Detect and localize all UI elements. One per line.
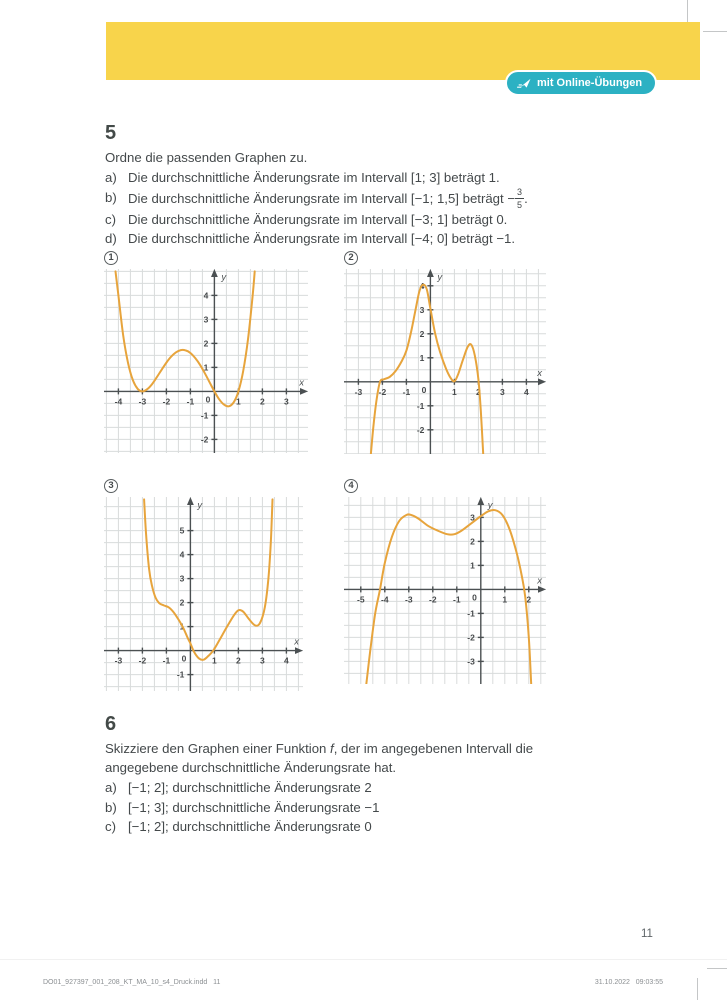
graph-1: [104, 247, 308, 453]
svg-text:2: 2: [260, 395, 265, 406]
item-text: Die durchschnittliche Änderungsrate im Intervall [−4; 0] beträgt −1.: [128, 231, 516, 247]
svg-text:y: y: [487, 499, 493, 511]
svg-text:-2: -2: [138, 655, 147, 666]
svg-text:-1: -1: [416, 400, 425, 411]
svg-text:-2: -2: [162, 395, 171, 406]
item-label: a): [105, 170, 117, 185]
svg-text:-1: -1: [176, 669, 185, 680]
item-label: b): [105, 189, 117, 205]
svg-text:-1: -1: [402, 386, 411, 397]
item-text: [−1; 2]; durchschnittliche Änderungsrate 0: [128, 819, 372, 835]
exercise-5-number: 5: [105, 122, 117, 144]
exercise-6-intro: [105, 739, 575, 777]
exercise-5-item-a: [105, 168, 575, 188]
graph-4: [344, 475, 546, 684]
crop-mark-top-right-vertical: [687, 0, 688, 22]
exercise-5-intro: Ordne die passenden Graphen zu.: [105, 150, 308, 165]
print-file-name: DO01_927397_001_208_KT_MA_10_s4_Druck.indd 11: [43, 979, 221, 986]
exercise-6-item-a: [105, 778, 575, 798]
svg-text:3: 3: [260, 655, 265, 666]
svg-text:-1: -1: [467, 607, 475, 618]
svg-text:4: 4: [179, 549, 185, 560]
svg-text:5: 5: [179, 525, 185, 536]
svg-text:x: x: [299, 376, 304, 388]
crop-mark-bottom-right-vertical: [697, 978, 698, 1000]
svg-text:2: 2: [179, 597, 185, 608]
crop-mark-top-right-horizontal: [703, 31, 727, 32]
graph-4-plot: [344, 497, 546, 684]
item-text: Die durchschnittliche Änderungsrate im Intervall [1; 3] beträgt 1.: [128, 170, 500, 185]
item-text: [−1; 3]; durchschnittliche Änderungsrate −1: [128, 799, 380, 815]
svg-text:1: 1: [452, 386, 457, 397]
svg-text:-1: -1: [200, 409, 209, 420]
graph-4-number-badge: 4: [344, 479, 358, 493]
svg-text:1: 1: [470, 559, 475, 570]
svg-text:3: 3: [500, 386, 505, 397]
fraction-denominator: 5: [517, 199, 523, 210]
print-timestamp: 31.10.2022 09:03:55: [594, 979, 663, 986]
svg-text:y: y: [221, 271, 227, 283]
item-text-after-fraction: .: [524, 190, 528, 206]
svg-text:-1: -1: [453, 593, 461, 604]
svg-text:x: x: [537, 367, 542, 379]
item-text-before-fraction: Die durchschnittliche Änderungsrate im Intervall [−1; 1,5] beträgt −: [128, 190, 516, 206]
svg-text:-3: -3: [467, 655, 475, 666]
svg-text:0: 0: [181, 653, 187, 664]
crop-mark-bottom-right-horizontal: [707, 968, 727, 969]
svg-text:-3: -3: [405, 593, 413, 604]
svg-text:-3: -3: [354, 386, 363, 397]
svg-text:2: 2: [526, 593, 532, 604]
svg-text:-2: -2: [200, 433, 209, 444]
graph-2-plot: [344, 269, 546, 454]
svg-text:4: 4: [524, 386, 529, 397]
exercise-6: [105, 712, 575, 837]
svg-text:-3: -3: [138, 395, 147, 406]
svg-text:3: 3: [203, 313, 209, 324]
svg-text:2: 2: [470, 535, 475, 546]
svg-text:4: 4: [284, 655, 289, 666]
item-label: b): [105, 799, 117, 815]
svg-text:-2: -2: [378, 386, 387, 397]
item-text: Die durchschnittliche Änderungsrate im Intervall [−3; 1] beträgt 0.: [128, 211, 508, 227]
exercise-6-number: 6: [105, 713, 117, 735]
graph-1-number-badge: 1: [104, 251, 118, 265]
exercise-6-item-b: [105, 798, 575, 818]
exercise-5-item-c: [105, 210, 575, 230]
svg-text:1: 1: [203, 361, 209, 372]
page-trim-line: [0, 959, 727, 960]
graph-3: [104, 475, 303, 691]
svg-text:-2: -2: [467, 631, 475, 642]
svg-text:x: x: [537, 574, 542, 586]
svg-text:x: x: [294, 636, 299, 648]
svg-text:4: 4: [203, 289, 209, 300]
exercise-5-item-d: [105, 229, 575, 249]
online-exercises-badge: [505, 70, 657, 96]
svg-text:-3: -3: [114, 655, 123, 666]
svg-text:y: y: [197, 499, 203, 511]
svg-text:-1: -1: [162, 655, 171, 666]
svg-text:-1: -1: [186, 395, 195, 406]
svg-text:3: 3: [470, 511, 475, 522]
svg-text:3: 3: [284, 395, 289, 406]
svg-text:4: 4: [419, 280, 425, 291]
svg-text:1: 1: [179, 621, 185, 632]
intro-text: , der im angegebenen Intervall die angegebene durchschnittliche Änderungsrate hat.: [105, 741, 534, 775]
svg-text:-5: -5: [357, 593, 365, 604]
graph-3-number-badge: 3: [104, 479, 118, 493]
svg-text:2: 2: [236, 655, 241, 666]
graph-2-number-badge: 2: [344, 251, 358, 265]
badge-label: mit Online-Übungen: [537, 77, 643, 89]
svg-text:3: 3: [179, 573, 185, 584]
item-label: d): [105, 231, 117, 247]
intro-text: Skizziere den Graphen einer Funktion: [105, 741, 331, 756]
graph-1-plot: [104, 269, 308, 453]
fraction-numerator: 3: [515, 188, 524, 200]
exercise-5-item-b: [105, 188, 575, 210]
page-number: 11: [641, 928, 653, 940]
svg-text:-4: -4: [114, 395, 123, 406]
svg-text:-2: -2: [429, 593, 437, 604]
dart-cursor-icon: [517, 78, 531, 89]
svg-text:2: 2: [476, 386, 481, 397]
exercise-5: [105, 121, 575, 249]
svg-text:1: 1: [236, 395, 241, 406]
item-label: c): [105, 819, 116, 835]
exercise-6-item-c: [105, 817, 575, 837]
item-label: a): [105, 780, 117, 795]
svg-text:-4: -4: [381, 593, 389, 604]
svg-text:0: 0: [421, 384, 427, 395]
graph-3-plot: [104, 497, 303, 691]
svg-text:-2: -2: [416, 424, 425, 435]
svg-text:1: 1: [502, 593, 508, 604]
svg-text:0: 0: [472, 591, 477, 602]
item-label: c): [105, 211, 116, 227]
item-text: [128, 188, 575, 210]
fraction-three-fifths: [515, 188, 524, 210]
svg-text:1: 1: [419, 352, 425, 363]
svg-text:y: y: [437, 271, 443, 283]
svg-text:2: 2: [419, 328, 425, 339]
item-text: [−1; 2]; durchschnittliche Änderungsrate 2: [128, 780, 372, 795]
svg-text:0: 0: [205, 393, 211, 404]
svg-text:1: 1: [212, 655, 217, 666]
svg-text:2: 2: [203, 337, 209, 348]
graph-2: [344, 247, 546, 454]
function-symbol-f: f: [330, 741, 334, 756]
svg-text:3: 3: [419, 304, 425, 315]
